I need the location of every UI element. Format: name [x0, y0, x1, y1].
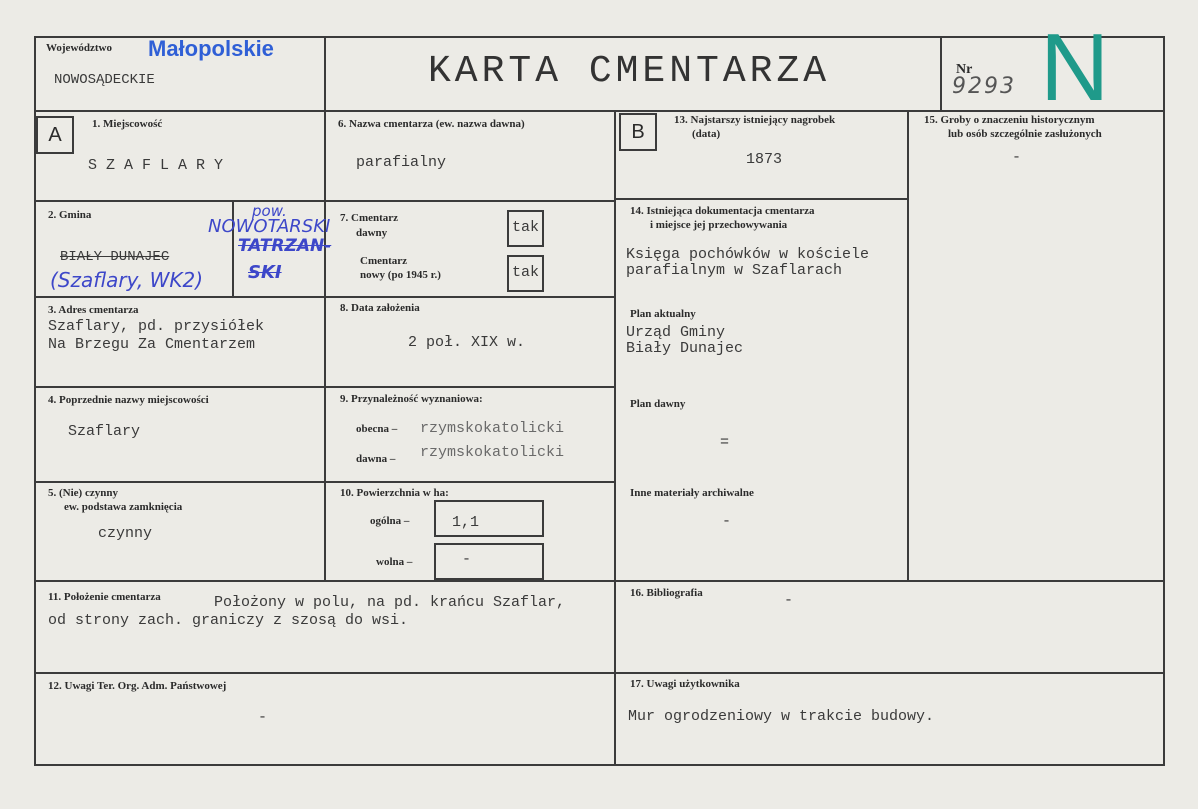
f2-hand-1: (Szaflary, WK2) — [50, 268, 204, 292]
f5-value: czynny — [98, 525, 153, 542]
row-div-l2 — [34, 296, 616, 298]
row-div-l1 — [34, 200, 616, 202]
f7-nowy: nowy (po 1945 r.) — [360, 269, 441, 281]
f17-value: Mur ogrodzeniowy w trakcie budowy. — [628, 708, 935, 725]
f14-label-line1: 14. Istniejąca dokumentacja cmentarza — [630, 205, 815, 217]
wojewodztwo-typed: NOWOSĄDECKIE — [54, 72, 155, 88]
plan-dawny-value: = — [720, 434, 730, 451]
row-div-l3 — [34, 386, 616, 388]
f15-label-line1: 15. Groby o znaczeniu historycznym — [924, 114, 1095, 126]
f7-cmentarz-2: Cmentarz — [360, 255, 408, 267]
header-vdiv-1 — [324, 36, 326, 582]
plan-aktualny-line2: Biały Dunajec — [626, 340, 744, 357]
f6-value: parafialny — [356, 154, 447, 171]
col-div-15 — [907, 110, 909, 582]
f6-label: 6. Nazwa cmentarza (ew. nazwa dawna) — [338, 118, 525, 130]
gmina-split — [232, 200, 234, 298]
f11-label: 11. Położenie cmentarza — [48, 591, 161, 603]
f2-hand-2: NOWOTARSKI — [208, 216, 331, 237]
f2-hand-3: TATRZAN- — [238, 236, 332, 256]
f16-label: 16. Bibliografia — [630, 587, 703, 599]
f11-value-line2: od strony zach. graniczy z szosą do wsi. — [48, 612, 409, 629]
f9-label: 9. Przynależność wyznaniowa: — [340, 393, 483, 405]
f13-label-line1: 13. Najstarszy istniejący nagrobek — [674, 114, 836, 126]
f15-value: - — [1012, 149, 1022, 166]
f1-label: 1. Miejscowość — [92, 118, 163, 130]
f10-ogolna-value: 1,1 — [452, 514, 480, 531]
col-div-b — [614, 110, 616, 766]
row-div-12 — [34, 672, 1165, 674]
f7-nowy-value: tak — [512, 264, 540, 281]
f9-dawna-label: dawna – — [356, 453, 396, 465]
f3-value-line2: Na Brzegu Za Cmentarzem — [48, 336, 256, 353]
card-title: KARTA CMENTARZA — [428, 50, 831, 93]
f10-ogolna-label: ogólna – — [370, 515, 410, 527]
f7-label: 7. Cmentarz — [340, 212, 399, 224]
f2-label: 2. Gmina — [48, 209, 92, 221]
f8-value: 2 poł. XIX w. — [408, 334, 526, 351]
f9-dawna-value: rzymskokatolicki — [420, 444, 565, 461]
f10-label: 10. Powierzchnia w ha: — [340, 487, 449, 499]
f7-dawny-value: tak — [512, 219, 540, 236]
plan-aktualny-line1: Urząd Gminy — [626, 324, 726, 341]
f13-label-line2: (data) — [692, 128, 721, 140]
plan-dawny-label: Plan dawny — [630, 398, 686, 410]
f10-wolna-box — [434, 543, 544, 580]
f8-label: 8. Data założenia — [340, 302, 420, 314]
section-b-box: B — [619, 113, 657, 151]
wojewodztwo-stamp: Małopolskie — [148, 36, 274, 61]
nr-value: 9293 — [952, 74, 1016, 99]
f14-value-line2: parafialnym w Szaflarach — [626, 262, 843, 279]
f11-value-line1: Położony w polu, na pd. krańcu Szaflar, — [214, 594, 566, 611]
f3-value-line1: Szaflary, pd. przysiółek — [48, 318, 265, 335]
f1-value: SZAFLARY — [88, 157, 233, 174]
f12-value: - — [258, 709, 268, 726]
f17-label: 17. Uwagi użytkownika — [630, 678, 740, 690]
section-a-box: A — [36, 116, 74, 154]
f2-typed: BIAŁY DUNAJEC — [60, 249, 170, 265]
frame-bottom — [34, 764, 1165, 766]
f2-hand-pow: pow. — [252, 202, 287, 220]
f15-label-line2: lub osób szczególnie zasłużonych — [948, 128, 1102, 140]
f14-value-line1: Księga pochówków w kościele — [626, 246, 870, 263]
f5-label-line2: ew. podstawa zamknięcia — [64, 501, 183, 513]
header-divider — [34, 110, 1165, 112]
f16-value: - — [784, 592, 794, 609]
nr-label: Nr — [956, 62, 973, 77]
f5-label-line1: 5. (Nie) czynny — [48, 487, 118, 499]
row-div-l4 — [34, 481, 616, 483]
wojewodztwo-label: Województwo — [46, 42, 112, 54]
f9-obecna-label: obecna – — [356, 423, 398, 435]
n-mark: N — [1040, 14, 1110, 121]
f7-dawny: dawny — [356, 227, 388, 239]
frame-right — [1163, 36, 1165, 766]
header-vdiv-2 — [940, 36, 942, 110]
plan-aktualny-label: Plan aktualny — [630, 308, 696, 320]
f10-wolna-label: wolna – — [376, 556, 413, 568]
f9-obecna-value: rzymskokatolicki — [420, 420, 565, 437]
inne-label: Inne materiały archiwalne — [630, 487, 754, 499]
f14-label-line2: i miejsce jej przechowywania — [650, 219, 788, 231]
f13-value: 1873 — [746, 151, 783, 168]
f10-ogolna-box — [434, 500, 544, 537]
inne-value: - — [722, 513, 732, 530]
f4-value: Szaflary — [68, 423, 141, 440]
f4-label: 4. Poprzednie nazwy miejscowości — [48, 394, 209, 406]
f10-wolna-value: - — [462, 551, 472, 568]
row-div-11 — [34, 580, 1165, 582]
row-div-b1 — [614, 198, 909, 200]
f2-hand-4: SKI — [248, 262, 282, 283]
f12-label: 12. Uwagi Ter. Org. Adm. Państwowej — [48, 680, 227, 692]
f3-label: 3. Adres cmentarza — [48, 304, 139, 316]
